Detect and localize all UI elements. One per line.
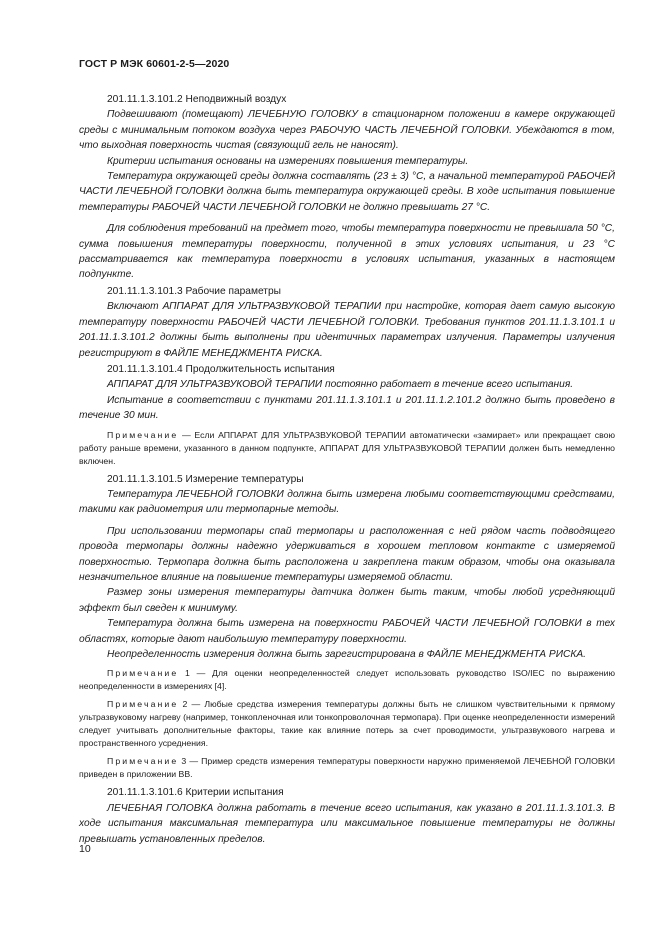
section-heading: 201.11.1.3.101.6 Критерии испытания xyxy=(107,787,284,799)
body-paragraph: Температура ЛЕЧЕБНОЙ ГОЛОВКИ должна быть измерена любыми соответствующими средствами, такими как радиометрия или термопарные методы. xyxy=(79,488,615,516)
body-paragraph: Критерии испытания основаны на измерениях повышения температуры. xyxy=(107,155,469,167)
body-paragraph: Испытание в соответствии с пунктами 201.11.1.3.101.1 и 201.11.1.2.101.2 должно быть проведено в течение 30 мин. xyxy=(79,394,615,422)
body-paragraph: При использовании термопары спай термопары и расположенная с ней рядом часть подводящего провода термопары должны надежно удерживаться в хорошем тепловом контакте с измеряемой поверхностью. Термопара должна быть расположена и закреплена таким образом, чтобы она оказывала незначительное влияние на повышение температуры измеряемой области. xyxy=(79,525,615,583)
note-label: Примечание xyxy=(107,699,179,710)
note-label: Примечание xyxy=(107,668,179,679)
note-paragraph xyxy=(79,667,615,693)
body-paragraph: АППАРАТ ДЛЯ УЛЬТРАЗВУКОВОЙ ТЕРАПИИ постоянно работает в течение всего испытания. xyxy=(107,379,574,391)
note-text: 3 — Пример средств измерения температуры поверхности наружно применяемой ЛЕЧЕБНОЙ ГОЛОВКИ приведен в приложении ВВ. xyxy=(79,756,615,780)
body-paragraph: Температура окружающей среды должна составлять (23 ± 3) °С, а начальной температурой РАБОЧЕЙ ЧАСТИ ЛЕЧЕБНОЙ ГОЛОВКИ должна быть температура окружающей среды. В ходе испытания повышение температуры РАБОЧЕЙ ЧАСТИ ЛЕЧЕБНОЙ ГОЛОВКИ не должно превышать 27 °С. xyxy=(79,171,615,213)
note-text: — Если АППАРАТ ДЛЯ УЛЬТРАЗВУКОВОЙ ТЕРАПИИ автоматически «замирает» или прекращает свою работу раньше времени, указанного в данном подпункте, АППАРАТ ДЛЯ УЛЬТРАЗВУКОВОЙ ТЕРАПИИ должен быть немедленно включен. xyxy=(79,429,615,466)
body-paragraph: Для соблюдения требований на предмет того, чтобы температура поверхности не превышала 50 °С, сумма повышения температуры поверхности, полученной в этих условиях испытания, и 23 °С рассматривается как температура поверхности в условиях испытания, указанных в настоящем подпункте. xyxy=(79,223,615,281)
note-text: 2 — Любые средства измерения температуры должны быть не слишком чувствительными к прямому ультразвуковому нагреву (например, тонкопленочная или тонкопроволочная термопара). При оценке неопределенности измерений следует учитывать дополнительные факторы, такие как влияние потерь за счет проводимости, ультразвукового нагрева и пространственного усреднения. xyxy=(79,699,615,749)
body-paragraph: Размер зоны измерения температуры датчика должен быть таким, чтобы любой усредняющий эффект был сведен к минимуму. xyxy=(79,587,615,614)
note-paragraph xyxy=(79,755,615,781)
note-label: Примечание xyxy=(107,756,179,767)
note-label: Примечание xyxy=(107,429,179,440)
body-paragraph: Включают АППАРАТ ДЛЯ УЛЬТРАЗВУКОВОЙ ТЕРАПИИ при настройке, которая дает самую высокую температуру поверхности РАБОЧЕЙ ЧАСТИ ЛЕЧЕБНОЙ ГОЛОВКИ. Требования пунктов 201.11.1.3.101.1 и 201.11.1.3.101.2 должны быть выполнены при идентичных параметрах излучения. Параметры излучения регистрируют в ФАЙЛЕ МЕНЕДЖМЕНТА РИСКА. xyxy=(79,301,615,359)
body-paragraph: Подвешивают (помещают) ЛЕЧЕБНУЮ ГОЛОВКУ в стационарном положении в камере окружающей среды с минимальным потоком воздуха через РАБОЧУЮ ЧАСТЬ ЛЕЧЕБНОЙ ГОЛОВКИ. Убеждаются в том, что выходная поверхность чистая (связующий гель не наносят). xyxy=(79,109,615,152)
page-number: 10 xyxy=(79,843,91,855)
body-paragraph: Неопределенность измерения должна быть зарегистрирована в ФАЙЛЕ МЕНЕДЖМЕНТА РИСКА. xyxy=(107,649,586,660)
note-paragraph xyxy=(79,429,615,468)
section-heading: 201.11.1.3.101.4 Продолжительность испытания xyxy=(107,363,335,375)
document-body xyxy=(79,91,615,847)
section-heading: 201.11.1.3.101.3 Рабочие параметры xyxy=(107,285,281,297)
document-header: ГОСТ Р МЭК 60601-2-5—2020 xyxy=(79,58,230,70)
section-heading: 201.11.1.3.101.5 Измерение температуры xyxy=(107,473,304,485)
note-text: 1 — Для оценки неопределенностей следует использовать руководство ISO/IEC по выражению неопределенности в измерениях [4]. xyxy=(79,668,615,692)
note-paragraph xyxy=(79,698,615,750)
body-paragraph: ЛЕЧЕБНАЯ ГОЛОВКА должна работать в течение всего испытания, как указано в 201.11.1.3.101.3. В ходе испытания максимальная температура или максимальное повышение температуры не должны превышать установленных пределов. xyxy=(79,802,615,845)
body-paragraph: Температура должна быть измерена на поверхности РАБОЧЕЙ ЧАСТИ ЛЕЧЕБНОЙ ГОЛОВКИ в тех областях, которые дают наибольшую температуру поверхности. xyxy=(79,618,615,645)
section-heading: 201.11.1.3.101.2 Неподвижный воздух xyxy=(107,94,287,105)
